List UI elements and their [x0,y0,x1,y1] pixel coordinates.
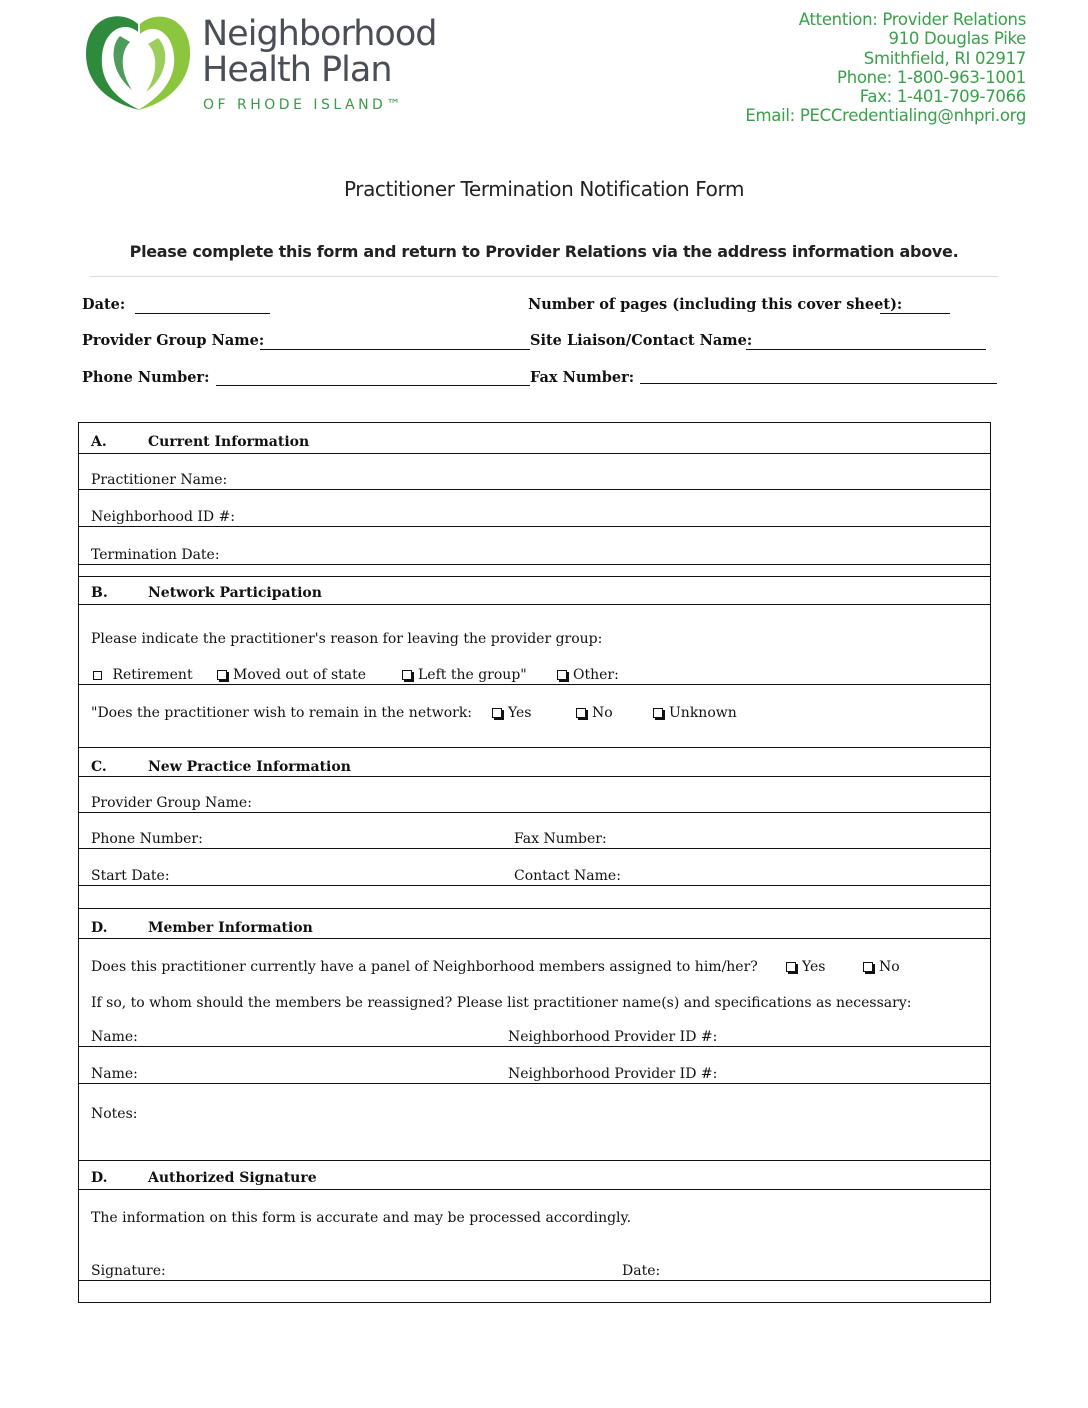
brand-name-line1: Neighborhood [202,14,437,54]
liaison-label: Site Liaison/Contact Name: [530,332,753,349]
checkbox-icon[interactable] [217,670,227,680]
checkbox-icon[interactable] [576,708,586,718]
row-divider [78,564,991,565]
liaison-input[interactable] [746,349,986,350]
provider-id1-field[interactable]: Neighborhood Provider ID #: [508,1029,718,1045]
reason-moved-label: Moved out of state [233,667,367,683]
signature-field[interactable]: Signature: [91,1263,166,1279]
reason-other-option[interactable] [557,667,619,683]
remain-no-label: No [592,705,613,721]
divider [90,276,998,277]
row-divider [78,1046,991,1047]
form-title: Practitioner Termination Notification Form [343,177,745,201]
section-d-letter: D. [91,920,108,936]
brand-name-line2: Health Plan [202,50,392,90]
panel-yes-option[interactable] [786,959,826,975]
row-divider [78,526,991,527]
row-divider [78,1083,991,1084]
start-date-field[interactable]: Start Date: [91,868,170,884]
checkbox-icon[interactable] [557,670,567,680]
checkbox-icon[interactable] [863,962,873,972]
row-divider [78,938,991,939]
neighborhood-id-field[interactable]: Neighborhood ID #: [91,509,236,525]
section-divider [78,576,991,577]
checkbox-icon[interactable] [653,708,663,718]
row-divider [78,776,991,777]
form-subtitle: Please complete this form and return to Provider Relations via the address information above. [129,242,959,261]
remain-yes-option[interactable] [492,705,532,721]
reason-retirement-option[interactable] [93,667,193,683]
pages-input[interactable] [880,313,950,314]
brand-name-line3: OF RHODE ISLAND™ [203,97,404,113]
row-divider [78,604,991,605]
new-group-name-field[interactable]: Provider Group Name: [91,795,252,811]
checkbox-icon[interactable] [492,708,502,718]
section-sig-letter: D. [91,1170,108,1186]
signature-statement: The information on this form is accurate and may be processed accordingly. [91,1210,632,1226]
provider-group-input[interactable] [260,349,530,350]
contact-name-field[interactable]: Contact Name: [514,868,621,884]
panel-yes-label: Yes [802,959,826,975]
date-input[interactable] [135,313,270,314]
section-c-letter: C. [91,759,107,775]
new-fax-field[interactable]: Fax Number: [514,831,607,847]
row-divider [78,1280,991,1281]
row-divider [78,489,991,490]
row-divider [78,812,991,813]
remain-prompt: "Does the practitioner wish to remain in the network: [91,705,473,721]
member-name1-field[interactable]: Name: [91,1029,138,1045]
row-divider [78,848,991,849]
provider-group-label: Provider Group Name: [82,332,265,349]
section-c-title: New Practice Information [148,759,351,775]
section-b-title: Network Participation [148,585,322,601]
contact-block [745,10,1026,126]
contact-fax: Fax: 1-401-709-7066 [859,87,1026,107]
date-label: Date: [82,296,126,313]
contact-city: Smithfield, RI 02917 [863,48,1026,68]
fax-input[interactable] [640,383,997,384]
reassign-question: If so, to whom should the members be reassigned? Please list practitioner name(s) and specifications as necessary: [91,995,912,1011]
remain-unknown-label: Unknown [669,705,737,721]
nhpri-logo-icon [80,6,198,116]
remain-no-option[interactable] [576,705,613,721]
remain-unknown-option[interactable] [653,705,737,721]
contact-street: 910 Douglas Pike [888,29,1026,49]
phone-input[interactable] [216,385,530,386]
signature-date-field[interactable]: Date: [622,1263,661,1279]
fax-label: Fax Number: [530,369,635,386]
checkbox-icon[interactable] [786,962,796,972]
notes-field[interactable]: Notes: [91,1106,138,1122]
panel-no-option[interactable] [863,959,900,975]
reason-other-label: Other: [573,667,619,683]
contact-email[interactable]: Email: PECCredentialing@nhpri.org [745,106,1026,126]
section-divider [78,908,991,909]
contact-attention: Attention: Provider Relations [798,10,1026,29]
member-name2-field[interactable]: Name: [91,1066,138,1082]
new-phone-field[interactable]: Phone Number: [91,831,203,847]
row-divider [78,684,991,685]
row-divider [78,885,991,886]
reason-moved-option[interactable] [217,667,366,683]
section-a-title: Current Information [148,434,310,450]
reason-retirement-label: Retirement [112,667,193,683]
row-divider [78,453,991,454]
remain-yes-label: Yes [508,705,532,721]
reason-left-group-label: Left the group" [418,667,527,683]
phone-label: Phone Number: [82,369,210,386]
termination-date-field[interactable]: Termination Date: [91,547,220,563]
provider-id2-field[interactable]: Neighborhood Provider ID #: [508,1066,718,1082]
contact-phone: Phone: 1-800-963-1001 [837,67,1026,87]
panel-question: Does this practitioner currently have a panel of Neighborhood members assigned to him/her? [91,959,758,975]
checkbox-icon[interactable] [402,670,412,680]
pages-label: Number of pages (including this cover sheet): [528,296,903,313]
section-divider [78,747,991,748]
reason-prompt: Please indicate the practitioner's reason for leaving the provider group: [91,631,603,647]
practitioner-name-field[interactable]: Practitioner Name: [91,472,228,488]
checkbox-icon[interactable] [93,671,102,680]
section-a-letter: A. [91,434,107,450]
section-sig-title: Authorized Signature [148,1170,317,1186]
section-divider [78,1160,991,1161]
reason-left-group-option[interactable] [402,667,527,683]
panel-no-label: No [879,959,900,975]
section-d-title: Member Information [148,920,313,936]
section-b-letter: B. [91,585,108,601]
row-divider [78,1189,991,1190]
